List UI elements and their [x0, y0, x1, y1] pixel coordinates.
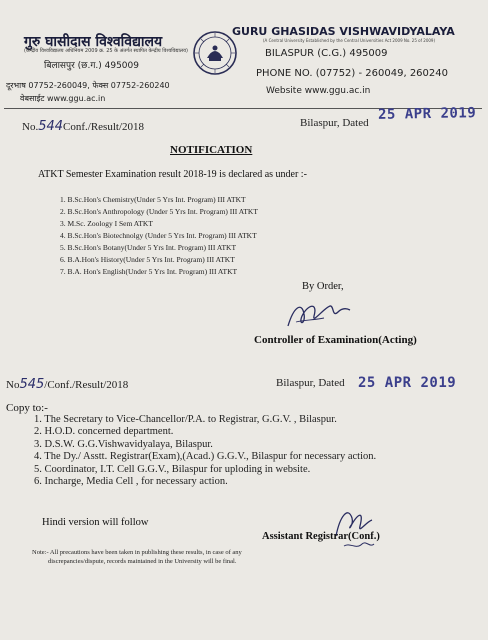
- list-item: 1. B.Sc.Hon's Chemistry(Under 5 Yrs Int. Program) III ATKT: [60, 195, 246, 204]
- copy-recipient-list: [34, 414, 376, 488]
- english-university-title: GURU GHASIDAS VISHWAVIDYALAYA: [232, 25, 455, 38]
- notice2-ref-number: 545: [19, 377, 45, 392]
- copy-to-label: Copy to:-: [6, 402, 48, 414]
- notice1-place-dated: Bilaspur, Dated: [300, 117, 369, 129]
- footnote-line-2: discrepancies/dispute, records maintained in the University will be final.: [48, 558, 237, 565]
- by-order-text: By Order,: [302, 281, 344, 292]
- footnote-line-1: Note:- All precautions have been taken in publishing these results, in case of any: [32, 549, 242, 556]
- assistant-registrar-signatory: Assistant Registrar(Conf.): [262, 531, 380, 542]
- english-website: Website www.ggu.ac.in: [266, 86, 371, 96]
- list-item: 3. D.S.W. G.G.Vishwavidyalaya, Bilaspur.: [34, 438, 213, 450]
- hindi-university-title: गुरु घासीदास विश्वविद्यालय: [24, 34, 163, 50]
- result-list: [60, 194, 258, 278]
- hindi-university-subtitle: (केन्द्रीय विश्वविद्यालय अधिनियम 2009 क्र. 25 के अंतर्गत स्थापित केन्द्रीय विश्वविद्यालय): [24, 48, 189, 54]
- registrar-signature-icon: [330, 502, 380, 554]
- notice1-ref-suffix: Conf./Result/2018: [63, 121, 145, 133]
- notice2-ref-suffix: /Conf./Result/2018: [44, 379, 129, 391]
- hindi-website: वेबसाईट www.ggu.ac.in: [20, 94, 106, 103]
- list-item: 5. Coordinator, I.T. Cell G.G.V., Bilaspur for uploding in website.: [34, 463, 311, 475]
- list-item: 1. The Secretary to Vice-Chancellor/P.A. to Registrar, G.G.V. , Bilaspur.: [34, 414, 337, 425]
- hindi-city: बिलासपुर (छ.ग.) 495009: [44, 61, 139, 71]
- english-phone: PHONE NO. (07752) - 260049, 260240: [256, 68, 448, 79]
- controller-signature-icon: [284, 296, 354, 334]
- notice1-ref-prefix: No.: [22, 121, 39, 133]
- notice1-ref-number: 544: [38, 119, 64, 134]
- list-item: 6. B.A.Hon's History(Under 5 Yrs Int. Program) III ATKT: [60, 255, 235, 264]
- footnote: [32, 548, 242, 566]
- english-city: BILASPUR (C.G.) 495009: [265, 48, 388, 59]
- list-item: 6. Incharge, Media Cell , for necessary action.: [34, 476, 228, 488]
- english-university-subtitle: (A Central University Established by the Central Universities Act 2009 No. 25 of 2009): [263, 38, 436, 43]
- notice2-ref-prefix: No: [6, 379, 20, 391]
- notification-intro: ATKT Semester Examination result 2018-19 is declared as under :-: [38, 169, 307, 180]
- list-item: 7. B.A. Hon's English(Under 5 Yrs Int. Program) III ATKT: [60, 267, 238, 276]
- notice1-reference: [22, 119, 144, 134]
- notice2-place-dated: Bilaspur, Dated: [276, 377, 345, 389]
- notice2-date-stamp: 25 APR 2019: [358, 375, 457, 391]
- notification-heading: NOTIFICATION: [170, 144, 253, 156]
- notice2-reference: [6, 377, 128, 392]
- list-item: 5. B.Sc.Hon's Botany(Under 5 Yrs Int. Program) III ATKT: [60, 243, 237, 252]
- notice1-date-stamp: 25 APR 2019: [377, 105, 477, 123]
- list-item: 4. The Dy./ Asstt. Registrar(Exam),(Acad.) G.G.V., Bilaspur for necessary action.: [34, 451, 377, 463]
- hindi-version-note: Hindi version will follow: [42, 517, 149, 528]
- controller-signatory: Controller of Examination(Acting): [254, 334, 417, 346]
- list-item: 3. M.Sc. Zoology I Sem ATKT: [60, 219, 153, 228]
- list-item: 2. H.O.D. concerned department.: [34, 426, 174, 438]
- list-item: 2. B.Sc.Hon's Anthropology (Under 5 Yrs Int. Program) III ATKT: [60, 207, 258, 216]
- list-item: 4. B.Sc.Hon's Biotechnolgy (Under 5 Yrs Int. Program) III ATKT: [60, 231, 257, 240]
- hindi-phone: दूरभाष 07752-260049, फेक्स 07752-260240: [6, 81, 170, 90]
